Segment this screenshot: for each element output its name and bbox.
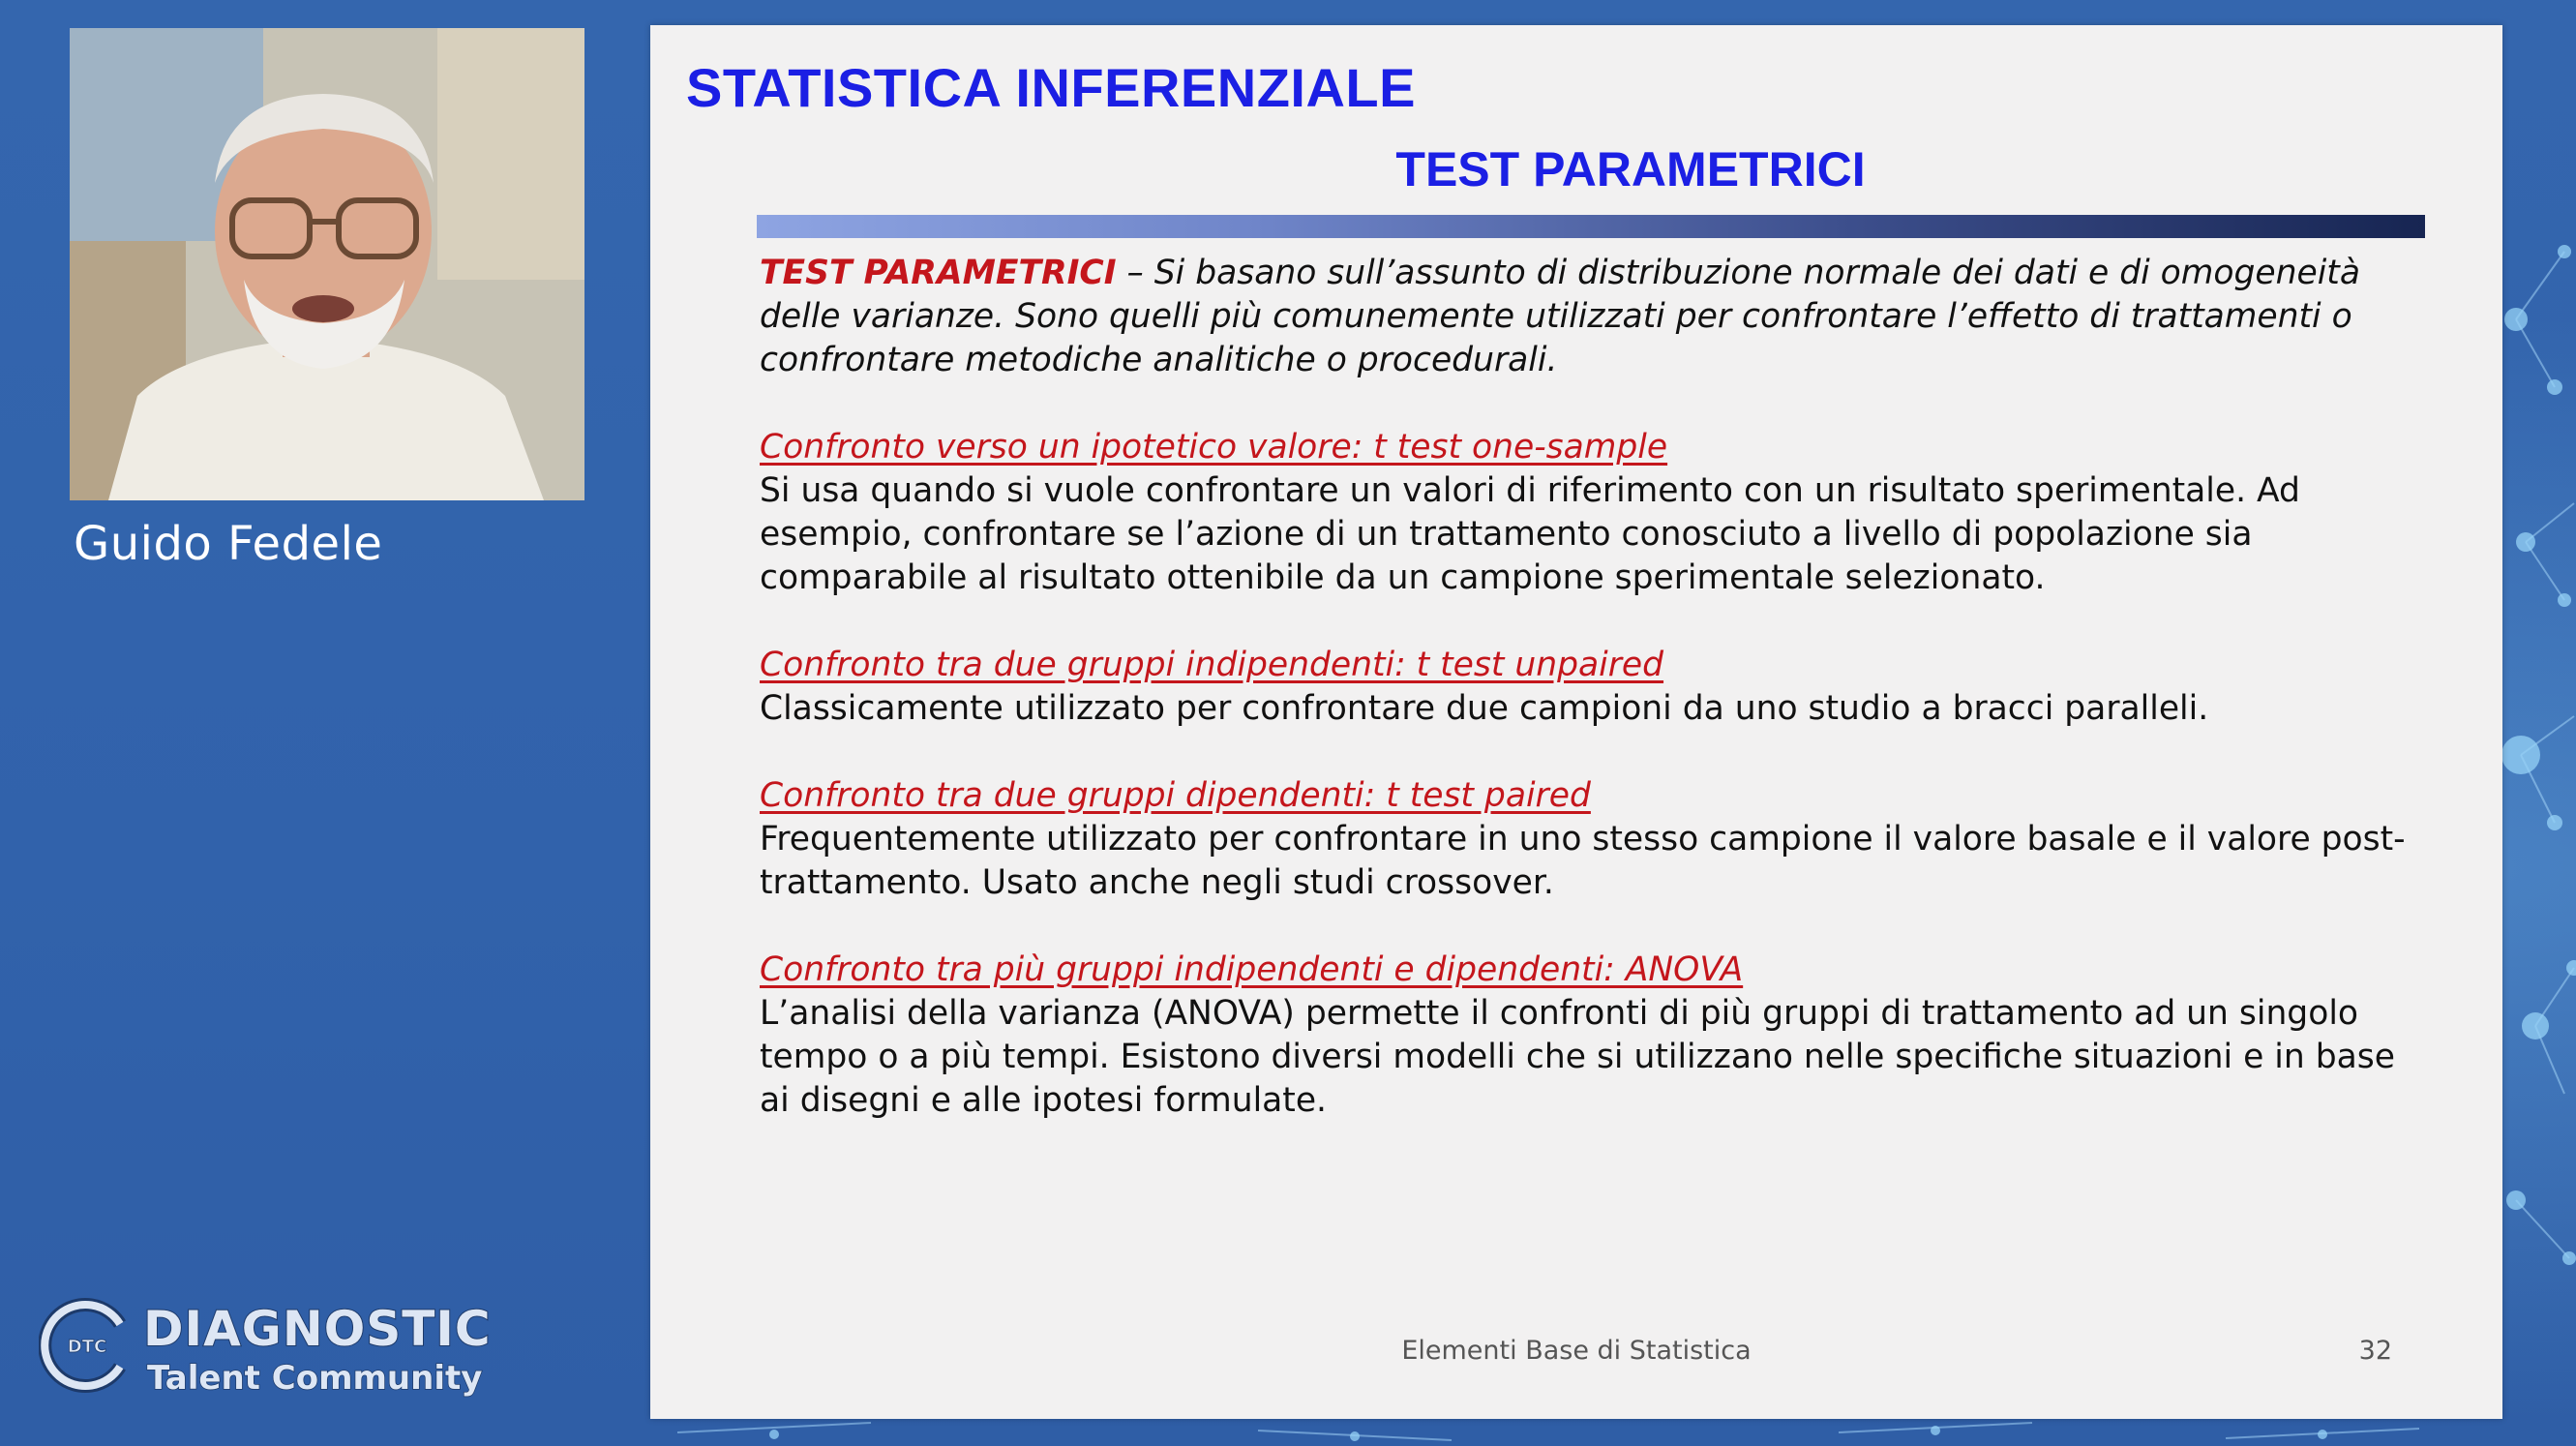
slide-number: 32 xyxy=(2358,1336,2392,1366)
dtc-logo-icon xyxy=(39,1297,135,1394)
slide-title: STATISTICA INFERENZIALE xyxy=(686,57,1416,118)
logo-subtitle: Talent Community xyxy=(147,1359,483,1398)
section-paired xyxy=(760,774,2434,905)
slide-footer: Elementi Base di Statistica xyxy=(1401,1336,1752,1366)
speaker-video xyxy=(70,28,584,500)
section-title: Confronto verso un ipotetico valore: t test one-sample xyxy=(760,428,1668,467)
section-unpaired xyxy=(760,644,2434,731)
speaker-name: Guido Fedele xyxy=(74,517,383,571)
slide-subtitle: TEST PARAMETRICI xyxy=(1395,142,1866,196)
section-one-sample xyxy=(760,426,2434,600)
section-title: Confronto tra due gruppi indipendenti: t test unpaired xyxy=(760,646,1664,684)
section-title: Confronto tra più gruppi indipendenti e dipendenti: ANOVA xyxy=(760,950,1744,989)
slide xyxy=(650,25,2502,1419)
section-title: Confronto tra due gruppi dipendenti: t test paired xyxy=(760,776,1591,815)
section-text: Si usa quando si vuole confrontare un valori di riferimento con un risultato sperimentale. Ad esempio, confrontare se l’azione di un trattamento conosciuto a livello di popolazione sia comparabile al risultato ottenibile da un campione sperimentale selezionato. xyxy=(760,471,2300,597)
section-text: Classicamente utilizzato per confrontare due campioni da uno studio a bracci paralleli. xyxy=(760,689,2209,728)
intro-paragraph xyxy=(760,252,2434,382)
section-text: L’analisi della varianza (ANOVA) permette il confronti di più gruppi di trattamento ad un singolo tempo o a più tempi. Esistono diversi modelli che si utilizzano nelle specifiche situazioni e in base ai disegni e alle ipotesi formulate. xyxy=(760,994,2395,1120)
slide-body xyxy=(760,252,2434,1123)
speaker-portrait-image xyxy=(70,28,584,500)
section-anova xyxy=(760,949,2434,1123)
logo-title: DIAGNOSTIC xyxy=(143,1301,492,1357)
intro-heading: TEST PARAMETRICI xyxy=(760,254,1117,292)
diagnostic-logo xyxy=(39,1291,494,1407)
title-divider xyxy=(757,215,2425,238)
intro-text: – Si basano sull’assunto di distribuzione normale dei dati e di omogeneità delle varianze. Sono quelli più comunemente utilizzati per confrontare l’effetto di trattamenti o confrontare metodiche analitiche o procedurali. xyxy=(760,254,2360,379)
section-text: Frequentemente utilizzato per confrontare in uno stesso campione il valore basale e il valore post-trattamento. Usato anche negli studi crossover. xyxy=(760,820,2406,902)
logo-badge: DTC xyxy=(67,1337,107,1357)
